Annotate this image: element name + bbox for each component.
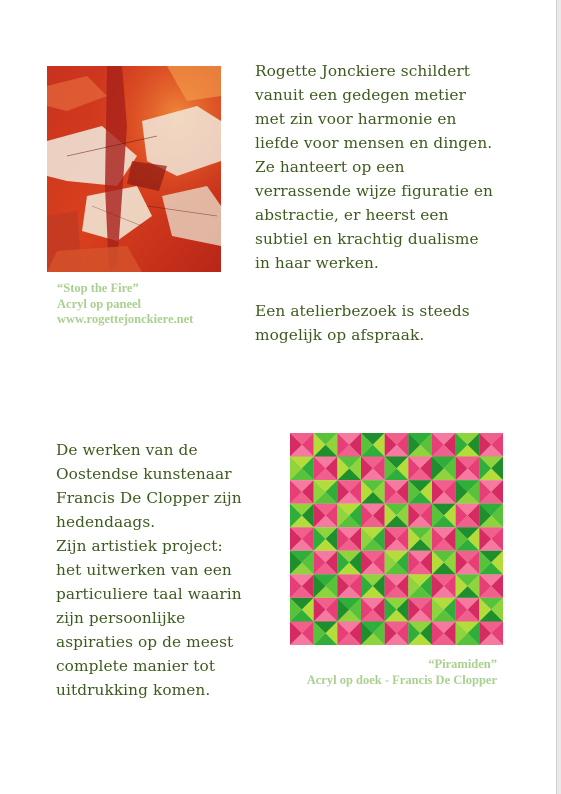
text-line: uitdrukking komen. xyxy=(56,681,211,699)
text-line: Een atelierbezoek is steeds xyxy=(255,302,470,320)
text-line: in haar werken. xyxy=(255,254,379,272)
caption-title: “Piramiden” xyxy=(428,657,497,671)
text-line: hedendaags. xyxy=(56,513,156,531)
artist1-paragraph-2 xyxy=(255,299,517,347)
text-line: Oostendse kunstenaar xyxy=(56,465,232,483)
artist1-description xyxy=(255,59,517,347)
text-line: aspiraties op de meest xyxy=(56,633,234,651)
text-line: zijn persoonlijke xyxy=(56,609,186,627)
text-line: vanuit een gedegen metier xyxy=(255,86,466,104)
text-line: Ze hanteert op een xyxy=(255,158,405,176)
artist2-paragraph xyxy=(56,438,271,702)
paragraph-gap xyxy=(255,275,517,299)
page-edge-line xyxy=(556,0,557,794)
text-line: het uitwerken van een xyxy=(56,561,232,579)
caption-medium: Acryl op paneel xyxy=(57,296,142,311)
text-line: Rogette Jonckiere schildert xyxy=(255,62,471,80)
painting-piramiden-image xyxy=(290,433,503,645)
caption-title: “Stop the Fire” xyxy=(57,281,139,295)
caption-medium-artist: Acryl op doek - Francis De Clopper xyxy=(306,672,497,687)
painting-stop-the-fire-image xyxy=(47,66,221,272)
text-line: Zijn artistiek project: xyxy=(56,537,223,555)
painting-stop-the-fire xyxy=(47,66,221,272)
text-line: met zin voor harmonie en xyxy=(255,110,457,128)
artist2-description xyxy=(56,438,271,702)
text-line: mogelijk op afspraak. xyxy=(255,326,425,344)
text-line: De werken van de xyxy=(56,441,198,459)
text-line: liefde voor mensen en dingen. xyxy=(255,134,493,152)
text-line: Francis De Clopper zijn xyxy=(56,489,242,507)
painting-piramiden xyxy=(290,433,503,645)
caption-stop-the-fire xyxy=(57,281,193,328)
caption-website: www.rogettejonckiere.net xyxy=(57,312,194,326)
text-line: verrassende wijze figuratie en xyxy=(255,182,493,200)
page-edge xyxy=(557,0,561,794)
text-line: abstractie, er heerst een xyxy=(255,206,449,224)
text-line: subtiel en krachtig dualisme xyxy=(255,230,479,248)
artist1-paragraph-1 xyxy=(255,59,517,275)
text-line: complete manier tot xyxy=(56,657,216,675)
text-line: particuliere taal waarin xyxy=(56,585,242,603)
caption-piramiden xyxy=(307,657,497,688)
